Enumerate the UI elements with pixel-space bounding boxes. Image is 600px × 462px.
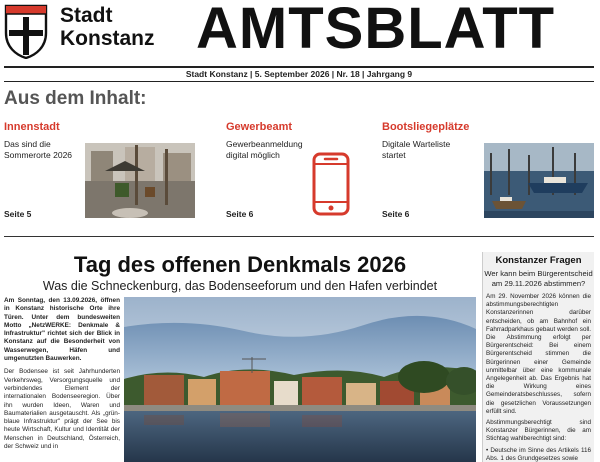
- teaser-photo-plaza: [85, 143, 195, 218]
- masthead: [0, 0, 600, 66]
- article-photo-lakeside: [124, 297, 476, 462]
- article-headline: Tag des offenen Denkmals 2026: [73, 252, 407, 277]
- teaser-gewerbeamt[interactable]: [226, 121, 326, 221]
- teaser-photo-harbour: [484, 143, 594, 218]
- teaser-bootsliegeplaetze[interactable]: [382, 121, 482, 221]
- divider: [4, 81, 594, 82]
- teaser-category: Gewerbeamt: [226, 121, 293, 133]
- teaser-page: Seite 6: [382, 209, 410, 219]
- teaser-page: Seite 6: [226, 209, 254, 219]
- city-line-1: Stadt: [60, 4, 113, 27]
- sidebar-konstanzer-fragen: [482, 252, 594, 462]
- teaser-category: Bootsliegeplätze: [382, 121, 470, 133]
- divider: [4, 66, 594, 68]
- teaser-page: Seite 5: [4, 209, 32, 219]
- sidebar-body: [483, 289, 594, 462]
- city-line-2: Konstanz: [60, 27, 155, 50]
- teaser-description: Das sind die Sommerorte 2026: [4, 139, 73, 160]
- article-subheadline: Was die Schneckenburg, das Bodenseeforum und den Hafen verbindet: [42, 279, 438, 293]
- teaser-description: Digitale Warteliste startet: [382, 139, 451, 160]
- sidebar-paragraph: • Deutsche im Sinne des Artikels 116 Abs. 1 des Grundgesetzes sowie: [486, 446, 591, 462]
- teaser-innenstadt[interactable]: [4, 121, 84, 221]
- sidebar-paragraph: Abstimmungsberechtigt sind Konstanzer Bürgerinnen, die am Stichtag wahlberechtigt sind:: [486, 419, 591, 443]
- smartphone-icon: [312, 152, 350, 216]
- publication-title: AMTSBLATT: [196, 0, 556, 61]
- sidebar-paragraph: Am 29. November 2026 können die abstimmungsberechtigten Konstanzerinnen darüber entscheiden, ob am Bahnhof ein Fahrradparkhaus gebaut werden soll. Die Abstimmung erfolgt per Bürgerentscheid: Bei einem Bürgerentscheid stimmen die Bürgerinnen einer Gemeinde unmittelbar über eine kommunale Angelegenheit ab. Das Ergebnis hat die Wirkung eines Gemeinderatsbeschlusses, sofern die gesetzlichen Voraussetzungen erfüllt sind.: [486, 293, 591, 415]
- issue-info: Stadt Konstanz | 5. September 2026 | Nr. 18 | Jahrgang 9: [185, 69, 413, 79]
- contents-heading: Aus dem Inhalt:: [4, 88, 147, 109]
- teaser-description: Gewerbeanmeldung digital möglich: [226, 139, 303, 160]
- sidebar-title: Konstanzer Fragen: [495, 255, 582, 266]
- sidebar-question: Wer kann beim Bürgerentscheid am 29.11.2026 abstimmen?: [484, 269, 593, 288]
- teaser-category: Innenstadt: [4, 121, 60, 133]
- article-lead: Am Sonntag, den 13.09.2026, öffnen in Konstanz historische Orte ihre Türen. Unter dem bundesweiten Motto „NetzWERKE: Denkmale & Infrastruktur" richtet sich der Blick in Konstanz auf die Besonderheit von Wasserwegen, Häfen und umgenutzten Bauwerken.: [4, 297, 120, 363]
- city-name: [60, 4, 155, 50]
- coat-of-arms-icon: [3, 3, 49, 59]
- divider: [4, 236, 594, 237]
- article-body: Der Bodensee ist seit Jahrhunderten Verkehrsweg, Versorgungsquelle und verbindendes Element der internationalen Bodenseeregion. Über ihn wurden Ideen, Waren und Baumaterialien ausgetauscht. Als „grün-blaue Infrastruktur" prägt der See bis heute Wirtschaft, Kultur und Identität der Menschen in Deutschland, Österreich, der Schweiz und in: [4, 368, 120, 451]
- article-text-column: [4, 297, 120, 456]
